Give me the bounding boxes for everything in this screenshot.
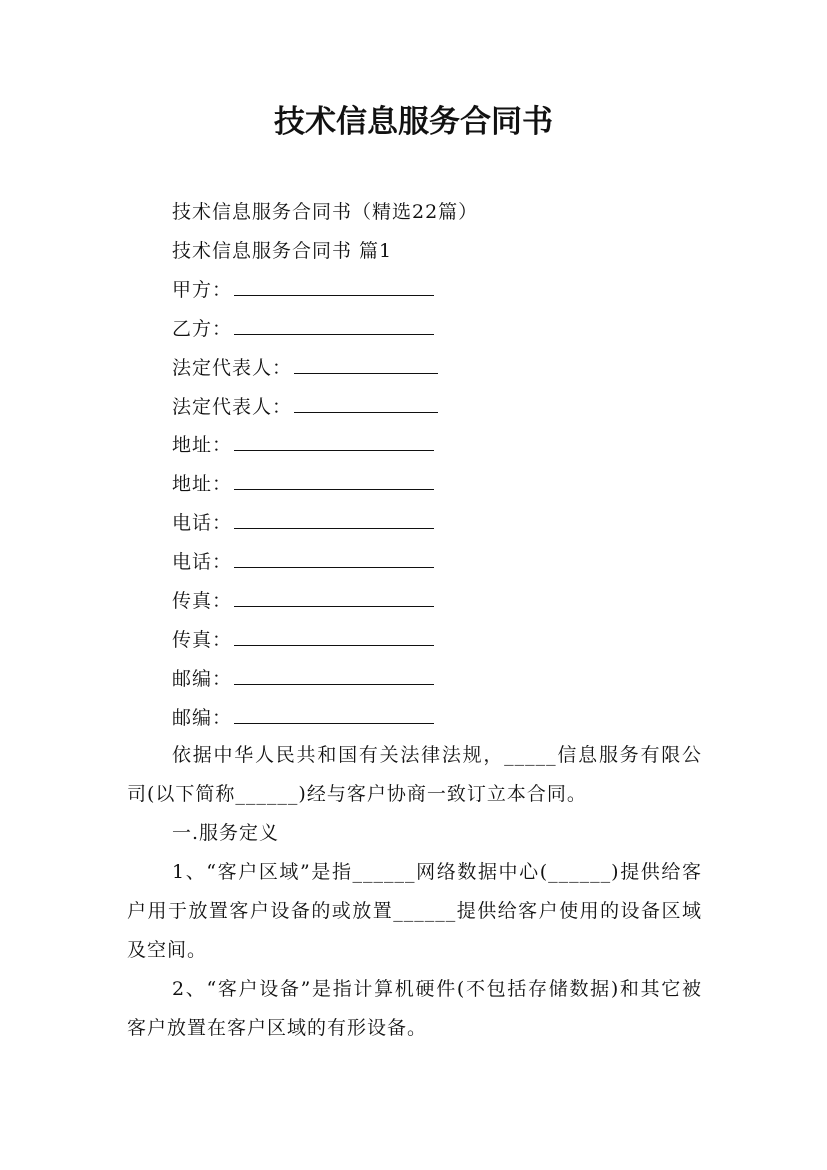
field-fax-b [172,627,434,653]
paragraph-heading-service-definition: 一.服务定义 [172,822,280,844]
fill-in-blank [234,510,434,529]
fill-in-blank [294,355,438,374]
field-label: 甲方： [172,279,233,301]
field-label: 邮编： [172,668,233,690]
fill-in-blank [234,666,434,685]
field-legal-rep-b [172,394,438,420]
field-address-a [172,432,434,458]
section-heading: 技术信息服务合同书 篇1 [172,240,393,262]
field-label: 传真： [172,629,233,651]
fill-in-blank [234,549,434,568]
field-label: 地址： [172,473,233,495]
field-fax-a [172,588,434,614]
field-label: 邮编： [172,707,233,729]
field-phone-a [172,510,434,536]
document-subtitle: 技术信息服务合同书（精选22篇） [172,201,479,223]
field-postcode-a [172,666,434,692]
field-party-b [172,316,434,342]
field-label: 电话： [172,512,233,534]
field-address-b [172,471,434,497]
fill-in-blank [234,432,434,451]
paragraph-clause-2: 2、“客户设备”是指计算机硬件(不包括存储数据)和其它被客户放置在客户区域的有形设备。 [127,978,702,1039]
field-label: 乙方： [172,318,233,340]
field-label: 法定代表人： [172,357,293,379]
fill-in-blank [234,627,434,646]
field-phone-b [172,549,434,575]
fill-in-blank [234,471,434,490]
field-label: 传真： [172,590,233,612]
field-legal-rep-a [172,355,438,381]
paragraph-clause-1: 1、“客户区域”是指______网络数据中心(______)提供给客户用于放置客户设备的或放置______提供给客户使用的设备区域及空间。 [127,861,702,961]
field-postcode-b [172,705,434,731]
field-party-a [172,277,434,303]
field-label: 法定代表人： [172,396,293,418]
fill-in-blank [234,705,434,724]
paragraph-intro: 依据中华人民共和国有关法律法规，_____信息服务有限公司(以下简称______)经与客户协商一致订立本合同。 [127,744,702,805]
fill-in-blank [234,316,434,335]
field-label: 地址： [172,434,233,456]
fill-in-blank [234,588,434,607]
document-title: 技术信息服务合同书 [274,104,553,140]
fill-in-blank [294,394,438,413]
fill-in-blank [234,277,434,296]
field-label: 电话： [172,551,233,573]
